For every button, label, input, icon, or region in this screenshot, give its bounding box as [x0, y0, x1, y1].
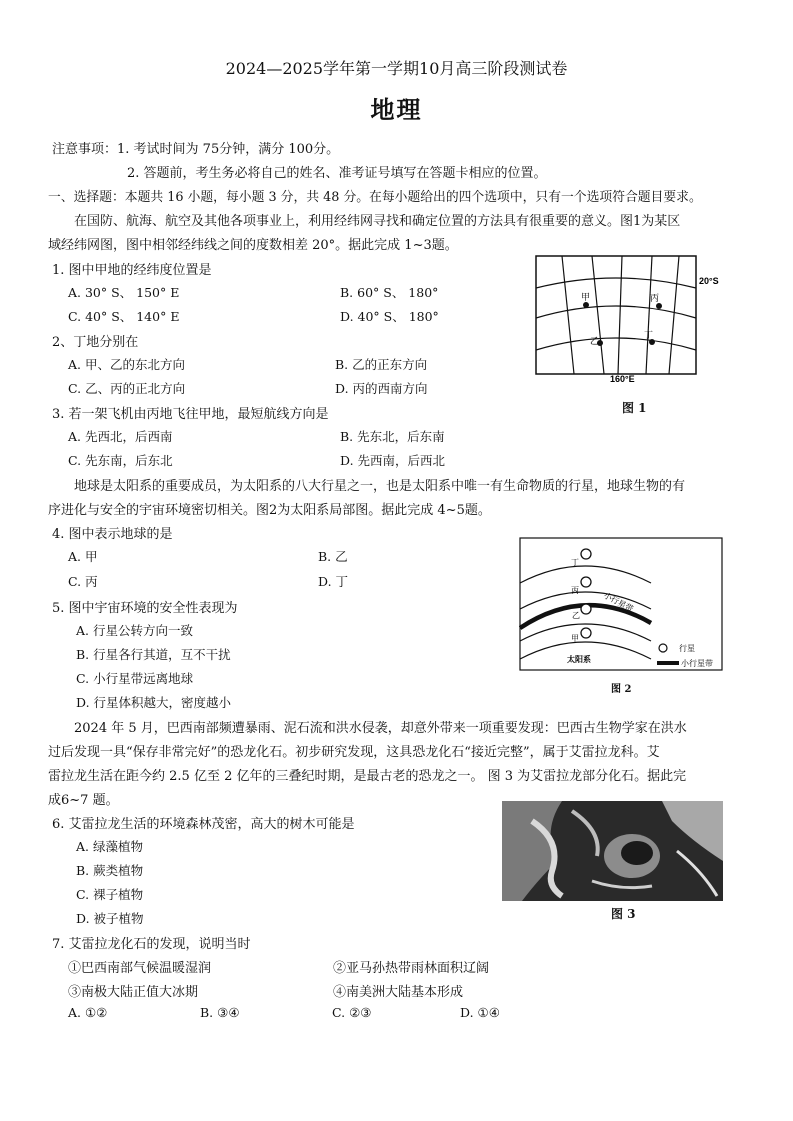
figure-2-caption: 图 2: [611, 684, 632, 695]
q4-option-d: D. 丁: [318, 574, 349, 589]
label-jia: 甲: [581, 293, 591, 303]
q7-statement-3: ③南极大陆正值大冰期: [68, 985, 199, 1000]
label-ding: 丁: [644, 331, 654, 341]
lon-label: 160°E: [610, 374, 635, 384]
label-bing: 丙: [571, 586, 579, 595]
q5-option-a: A. 行星公转方向一致: [76, 623, 193, 638]
legend-planet: 行星: [679, 644, 695, 653]
q7-statement-4: ④南美洲大陆基本形成: [333, 985, 464, 1000]
intro3-line-1: 2024 年 5 月，巴西南部频遭暴雨、泥石流和洪水侵袭，却意外带来一项重要发现：巴西古生物学家在洪水: [74, 721, 687, 736]
q3-stem: 3. 若一架飞机由丙地飞往甲地，最短航线方向是: [52, 407, 329, 422]
q2-option-b: B. 乙的正东方向: [335, 357, 428, 372]
notes-line-2: 2. 答题前，考生务必将自己的姓名、准考证号填写在答题卡相应的位置。: [127, 166, 547, 181]
figure-2-solar-system: [519, 537, 723, 671]
lat-label: 20°S: [699, 276, 719, 286]
q5-stem: 5. 图中宇宙环境的安全性表现为: [52, 601, 238, 616]
belt-label: 小行星带: [602, 590, 635, 614]
notes-line-1: 注意事项：1. 考试时间为 75分钟，满分 100分。: [52, 142, 340, 157]
q7-option-b: B. ③④: [200, 1005, 240, 1020]
figure-3-caption: 图 3: [611, 907, 636, 921]
figure-3-fossil-photo: [502, 801, 723, 901]
legend-planet-icon: [659, 644, 667, 652]
q1-stem: 1. 图中甲地的经纬度位置是: [52, 263, 212, 278]
legend-belt: 小行星带: [681, 659, 713, 668]
intro3-line-3: 雷拉龙生活在距今约 2.5 亿至 2 亿年的三叠纪时期，是最古老的恐龙之一。 图 3 为艾雷拉龙部分化石。据此完: [48, 769, 687, 784]
q4-option-b: B. 乙: [318, 549, 348, 564]
sun-label: 太阳系: [567, 654, 591, 664]
figure-1-caption: 图 1: [622, 401, 647, 415]
label-yi: 乙: [572, 611, 580, 620]
q3-option-d: D. 先西南，后西北: [340, 453, 446, 468]
q7-option-a: A. ①②: [68, 1005, 108, 1020]
q1-option-c: C. 40° S、 140° E: [68, 309, 180, 324]
q1-option-d: D. 40° S、 180°: [340, 309, 439, 324]
planet-bing: [581, 577, 591, 587]
section-heading: 一、选择题：本题共 16 小题，每小题 3 分，共 48 分。在每小题给出的四个选项中，只有一个选项符合题目要求。: [48, 190, 702, 205]
q4-stem: 4. 图中表示地球的是: [52, 527, 173, 542]
fossil-skull: [621, 841, 653, 865]
q1-option-a: A. 30° S、 150° E: [68, 285, 180, 300]
planet-yi: [581, 604, 591, 614]
intro1-line-2: 域经纬网图，图中相邻经纬线之间的度数相差 20°。据此完成 1~3题。: [48, 238, 458, 253]
intro2-line-2: 序进化与安全的宇宙环境密切相关。图2为太阳系局部图。据此完成 4~5题。: [48, 503, 491, 518]
label-bing: 丙: [650, 294, 660, 304]
q2-option-d: D. 丙的西南方向: [335, 381, 428, 396]
q2-option-a: A. 甲、乙的东北方向: [68, 357, 185, 372]
intro1-line-1: 在国防、航海、航空及其他各项事业上，利用经纬网寻找和确定位置的方法具有很重要的意义。图1为某区: [74, 214, 681, 229]
intro3-line-2: 过后发现一具“保存非常完好”的恐龙化石。初步研究发现，这具恐龙化石“接近完整”，属于艾雷拉龙科。艾: [48, 745, 660, 760]
figure-1-graticule: [534, 254, 734, 384]
q3-option-b: B. 先东北，后东南: [340, 429, 445, 444]
label-yi: 乙: [590, 337, 600, 347]
q4-option-c: C. 丙: [68, 574, 98, 589]
subject-title: 地理: [370, 95, 423, 124]
q6-option-c: C. 裸子植物: [76, 887, 144, 902]
q5-option-b: B. 行星各行其道，互不干扰: [76, 647, 231, 662]
figure-1-frame: [536, 256, 696, 374]
planet-ding: [581, 549, 591, 559]
label-ding: 丁: [571, 558, 579, 567]
q6-option-a: A. 绿藻植物: [76, 839, 143, 854]
q7-statement-2: ②亚马孙热带雨林面积辽阔: [333, 961, 490, 976]
intro3-line-4: 成6~7 题。: [48, 793, 119, 808]
label-jia: 甲: [571, 634, 579, 643]
q2-stem: 2、丁地分别在: [52, 335, 139, 350]
exam-title: 2024—2025学年第一学期10月高三阶段测试卷: [225, 59, 568, 78]
q7-statement-1: ①巴西南部气候温暖湿润: [68, 961, 212, 976]
planet-jia: [581, 628, 591, 638]
q6-stem: 6. 艾雷拉龙生活的环境森林茂密，高大的树木可能是: [52, 817, 355, 832]
q5-option-d: D. 行星体积越大，密度越小: [76, 695, 232, 710]
q1-option-b: B. 60° S、 180°: [340, 285, 439, 300]
q3-option-c: C. 先东南，后东北: [68, 453, 173, 468]
q6-option-d: D. 被子植物: [76, 911, 144, 926]
q2-option-c: C. 乙、丙的正北方向: [68, 381, 186, 396]
q3-option-a: A. 先西北，后西南: [68, 429, 173, 444]
intro2-line-1: 地球是太阳系的重要成员，为太阳系的八大行星之一，也是太阳系中唯一有生命物质的行星，地球生物的有: [74, 479, 686, 494]
q6-option-b: B. 蕨类植物: [76, 863, 144, 878]
q4-option-a: A. 甲: [68, 549, 98, 564]
q5-option-c: C. 小行星带远离地球: [76, 671, 194, 686]
q7-stem: 7. 艾雷拉龙化石的发现，说明当时: [52, 937, 251, 952]
legend-belt-icon: [657, 661, 679, 665]
q7-option-c: C. ②③: [332, 1005, 372, 1020]
q7-option-d: D. ①④: [460, 1005, 500, 1020]
